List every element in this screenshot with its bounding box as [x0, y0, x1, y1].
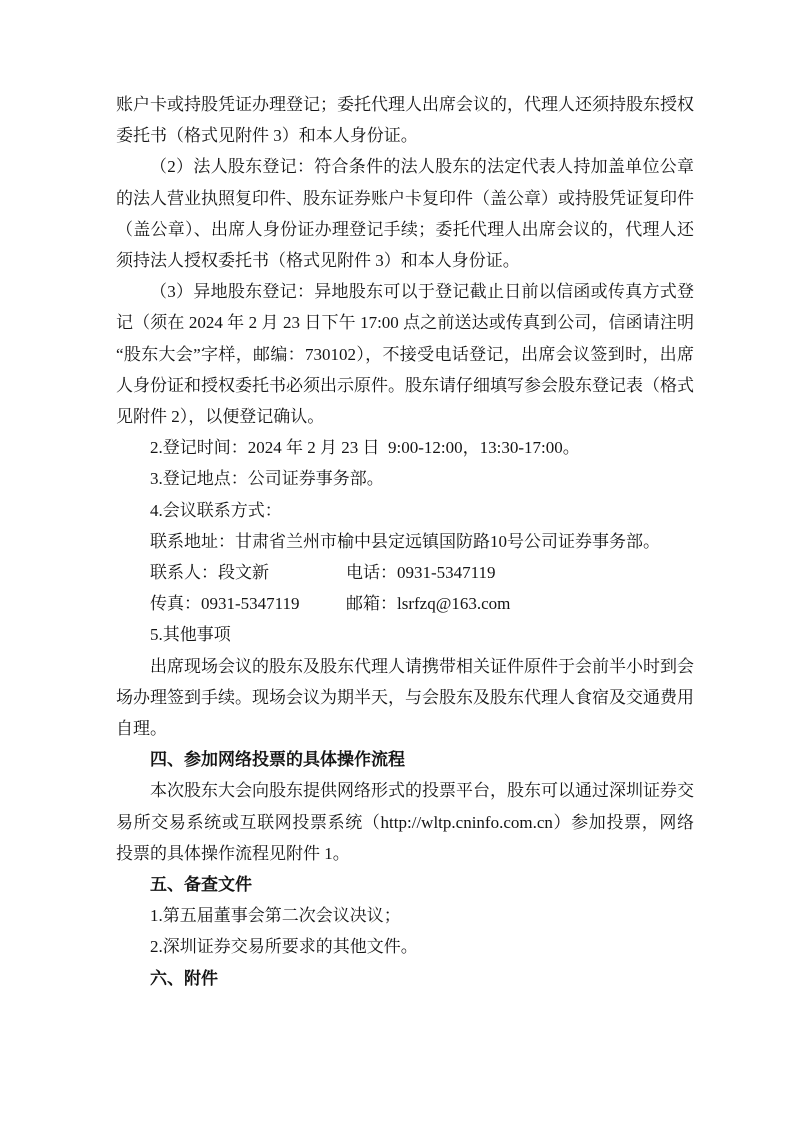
- section-heading-attachments: 六、附件: [150, 968, 218, 988]
- contact-row-person-phone: [116, 557, 694, 588]
- section-heading-reference-documents: 五、备查文件: [150, 875, 252, 895]
- contact-fax: 传真：0931-5347119: [150, 594, 300, 614]
- paragraph-registration-place: 3.登记地点：公司证券事务部。: [150, 469, 384, 489]
- paragraph-other-matters-body: 出席现场会议的股东及股东代理人请携带相关证件原件于会前半小时到会场办理签到手续。现场会议为期半天，与会股东及股东代理人食宿及交通费用自理。: [116, 656, 694, 739]
- paragraph-reference-doc-1: 1.第五届董事会第二次会议决议；: [150, 906, 401, 926]
- contact-email: 邮箱：lsrfzq@163.com: [346, 594, 511, 614]
- document-body: [116, 89, 694, 994]
- contact-person: 联系人：段文新: [150, 563, 269, 583]
- paragraph-registration-time: 2.登记时间：2024 年 2 月 23 日 9:00-12:00，13:30-17:00。: [150, 438, 580, 458]
- paragraph-contact-method: 4.会议联系方式：: [150, 500, 282, 520]
- paragraph-continuation: 账户卡或持股凭证办理登记；委托代理人出席会议的，代理人还须持股东授权委托书（格式见附件 3）和本人身份证。: [116, 95, 694, 146]
- paragraph-reference-doc-2: 2.深圳证券交易所要求的其他文件。: [150, 937, 418, 957]
- paragraph-legal-person-registration: （2）法人股东登记：符合条件的法人股东的法定代表人持加盖单位公章的法人营业执照复印件、股东证券账户卡复印件（盖公章）或持股凭证复印件（盖公章）、出席人身份证办理登记手续；委托代理人出席会议的，代理人还须持法人授权委托书（格式见附件 3）和本人身份证。: [116, 157, 694, 271]
- paragraph-contact-address: 联系地址：甘肃省兰州市榆中县定远镇国防路10号公司证券事务部。: [150, 531, 660, 551]
- contact-phone: 电话：0931-5347119: [346, 563, 496, 583]
- contact-row-fax-email: [116, 588, 694, 619]
- section-heading-online-voting: 四、参加网络投票的具体操作流程: [150, 750, 405, 770]
- paragraph-other-matters-title: 5.其他事项: [150, 625, 231, 645]
- paragraph-online-voting-body: 本次股东大会向股东提供网络形式的投票平台，股东可以通过深圳证券交易所交易系统或互联网投票系统（http://wltp.cninfo.com.cn）参加投票，网络投票的具体操作流程见附件 1。: [116, 781, 694, 863]
- paragraph-remote-shareholder-registration: （3）异地股东登记：异地股东可以于登记截止日前以信函或传真方式登记（须在 2024 年 2 月 23 日下午 17:00 点之前送达或传真到公司，信函请注明“股东大会”字样，邮编：730102），不接受电话登记，出席会议签到时，出席人身份证和授权委托书必须出示原件。股东请仔细填写参会股东登记表（格式见附件 2），以便登记确认。: [116, 282, 694, 427]
